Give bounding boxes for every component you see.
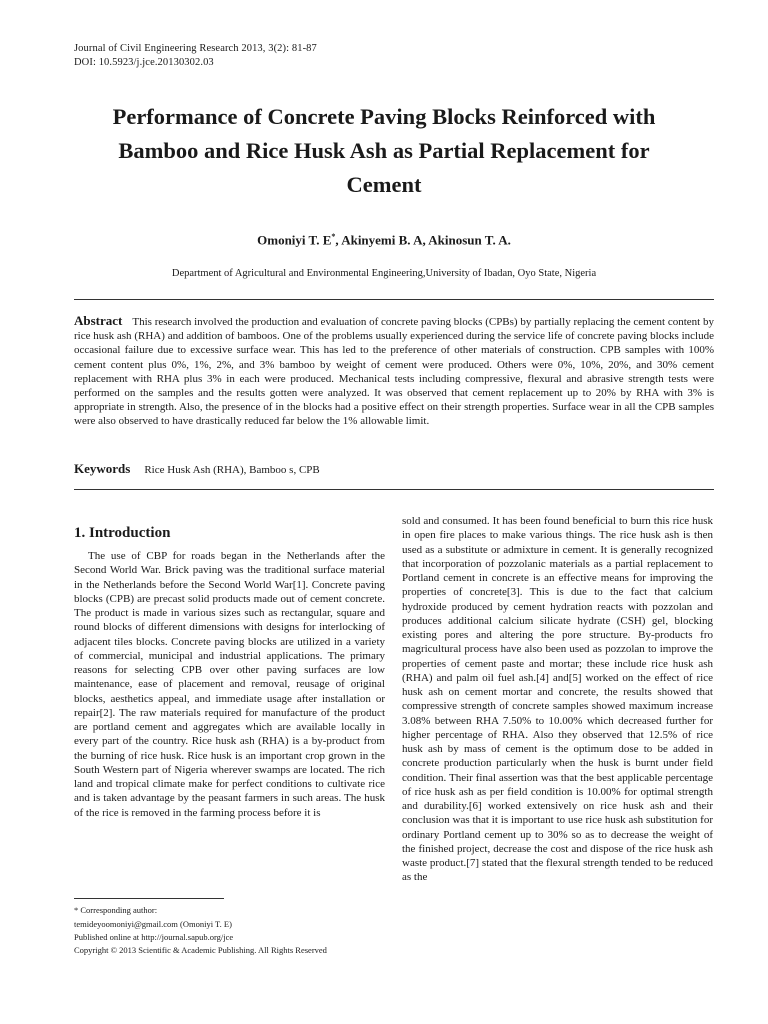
intro-left-column: The use of CBP for roads began in the Netherlands after the Second World War. Brick paving was the traditional surface material in the Netherlands before the Second World War[1]. Concrete paving blocks (CPB) are precast solid products made out of cement concrete. The product is made in various sizes such as rectangular, square and round blocks of different dimensions with designs for interlocking of adjacent tiles blocks. Concrete paving blocks are utilized in a variety of commercial, municipal and industrial applications. The primary reasons for selecting CPB over other paving surfaces are low maintenance, ease of placement and removal, reusage of original blocks, aesthetics appeal, and immediate usage after installation or repair[2]. The raw materials required for manufacture of the product are portland cement and aggregates which are available locally in every part of the country. Rice husk ash (RHA) is a by-product from the burning of rice husk. Rice husk is an important crop grown in the South Western part of Nigeria wherever swamps are located. The rich land and tropical climate make for perfect conditions to cultivate rice and is taken advantage by the peasant farmers in such areas. The husk of the rice is removed in the farming process before it is	[74, 550, 385, 819]
keywords-text: Rice Husk Ash (RHA), Bamboo s, CPB	[144, 464, 320, 476]
abstract-label: Abstract	[74, 313, 123, 328]
affiliation: Department of Agricultural and Environmental Engineering,University of Ibadan, Oyo State, Nigeria	[171, 268, 597, 279]
author-rest: , Akinyemi B. A, Akinosun T. A.	[335, 232, 511, 248]
abstract-text: This research involved the production and evaluation of concrete paving blocks (CPBs) by partially replacing the cement content by rice husk ash (RHA) and addition of bamboos. One of the problems usually experienced during the service life of concrete paving blocks include occasional failure due to excessive surface wear. This has led to the preference of other materials of construction. CPB samples with 100% cement content plus 0%, 1%, 2%, and 3% bamboo by weight of cement were produced. Others were 0%, 10%, 20%, and 30% cement replacement with RHA plus 3% in each were produced. Mechanical tests including compressive, flexural and abrasive strength tests were performed on the samples and the results gotten were analyzed. It was observed that cement replacement up to 20% by RHA with 3% is appropriate in strength. Also, the presence of in the blocks had a positive effect on their strength properties. Surface wear in all the CPB samples were also observed to have drastically reduced far below the 1% allowable limit.	[74, 316, 714, 428]
abstract	[74, 314, 714, 429]
paper-title	[60, 100, 708, 202]
section-heading-introduction: 1. Introduction	[74, 525, 171, 541]
keywords	[74, 461, 320, 477]
intro-right-column: sold and consumed. It has been found beneficial to burn this rice husk in open fire places to make various things. The rice husk ash is then used as a substitute or admixture in cement. It is generally recognized that incorporation of pozzolanic materials as a partial replacement to Portland cement in concrete is an effective means for improving the properties of concrete[3]. This is due to the fact that calcium hydroxide produced by cement hydration reacts with pozzolan and produces additional calcium silicate hydrate (CSH) gel, blocking existing pores and altering the pore structure. By-products fro magricultural process have also been used as pozzolan to improve the properties of cement paste and mortar; these include rice husk ash (RHA) and palm oil fuel ash.[4] and[5] worked on the effect of rice husk ash on cement mortar and concrete, the results showed that compressive strength of concrete samples showed maximum increase 3.08% between RHA 7.50% to 10.00% which decreased further for higher percentage of RHA. Also they observed that 12.5% of rice husk ash by mass of cement is the optimum dose to be added in concrete production particularly when the husk is burnt under field condition. Their final assertion was that the best applicable percentage of rice husk ash as per field condition is 10.00% for optimal strength and durability.[6] worked extensively on rice husk ash and their conclusion was that it is important to use rice husk ash substitution for ordinary Portland cement up to 30% so as to decrease the weight of the finished project, decrease the cost and dispose of the rice husk ash waste product.[7] stated that the flexural strength tended to be reduced as the	[402, 515, 713, 884]
top-rule	[74, 299, 714, 300]
doi: DOI: 10.5923/j.jce.20130302.03	[74, 57, 214, 68]
corresponding-marker: *	[331, 232, 336, 241]
author-list	[60, 232, 708, 248]
title-line: Bamboo and Rice Husk Ash as Partial Replacement for	[118, 138, 650, 163]
bottom-rule	[74, 489, 714, 490]
keywords-label: Keywords	[74, 461, 131, 476]
title-line: Performance of Concrete Paving Blocks Reinforced with	[112, 104, 656, 129]
author-first: Omoniyi T. E	[257, 232, 332, 248]
footnote-published: Published online at http://journal.sapub.org/jce	[74, 932, 234, 942]
footnote-corresponding: * Corresponding author:	[74, 905, 158, 915]
journal-citation: Journal of Civil Engineering Research 2013, 3(2): 81-87	[74, 43, 317, 54]
title-line: Cement	[346, 172, 422, 197]
footnote-copyright: Copyright © 2013 Scientific & Academic Publishing. All Rights Reserved	[74, 945, 327, 955]
footnote-rule	[74, 898, 224, 899]
footnote-email: temideyoomoniyi@gmail.com (Omoniyi T. E)	[74, 919, 232, 929]
